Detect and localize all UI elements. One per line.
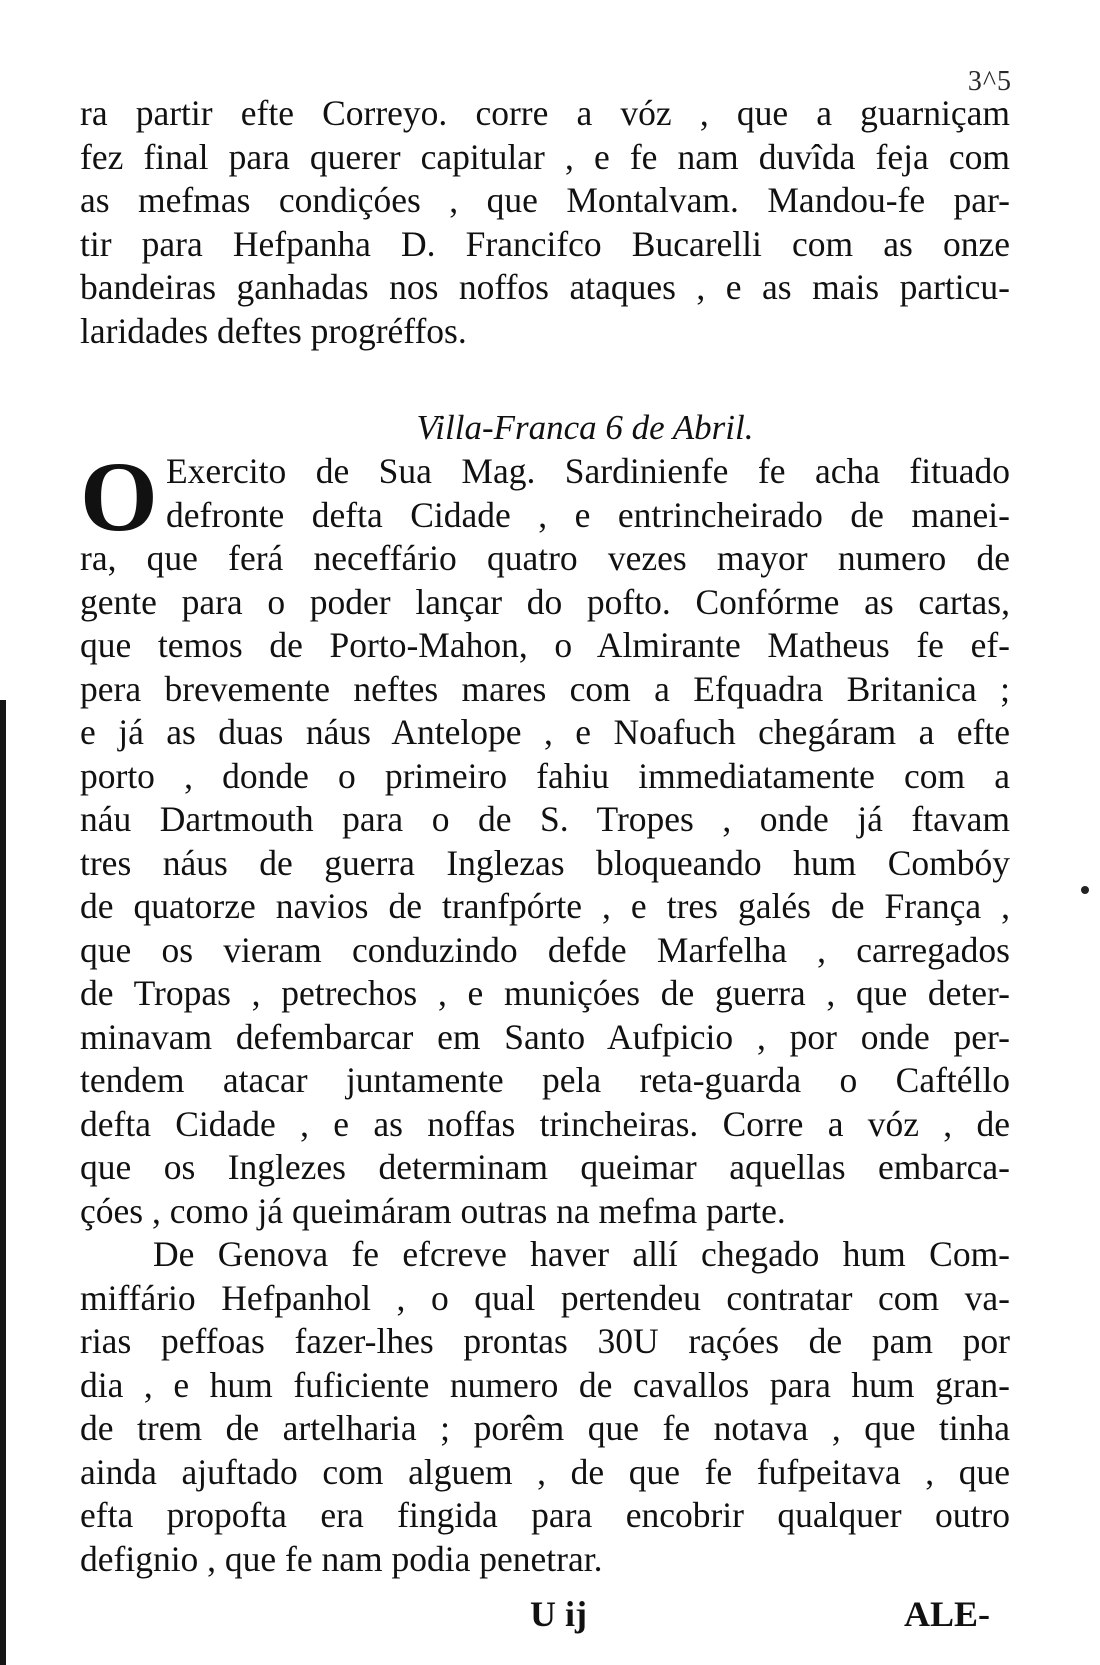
text-line: tir para Hefpanha D. Francifco Bucarelli com as onze bbox=[80, 223, 1010, 264]
text-line: de quatorze navios de tranfpórte , e tres galés de França , bbox=[80, 886, 1010, 926]
text-line: dia , e hum fuficiente numero de cavallos para hum gran- bbox=[80, 1364, 1010, 1405]
text-line: porto , donde o primeiro fahiu immediatamente com a bbox=[80, 755, 1010, 796]
text-line: náu Dartmouth para o de S. Tropes , onde já ftavam bbox=[80, 799, 1010, 839]
text-line: defignio , que fe nam podia penetrar. bbox=[80, 1538, 603, 1579]
text-line: tres náus de guerra Inglezas bloqueando hum Combóy bbox=[80, 842, 1010, 883]
text-line: gente para o poder lançar do pofto. Confórme as cartas, bbox=[80, 581, 1010, 622]
signature-mark: U ij bbox=[530, 1594, 587, 1634]
text-line: Exercito de Sua Mag. Sardinienfe fe acha fituado bbox=[166, 451, 1010, 491]
text-line: as mefmas condiçóes , que Montalvam. Mandou-fe par- bbox=[80, 180, 1010, 220]
text-line: bandeiras ganhadas nos noffos ataques , e as mais particu- bbox=[80, 267, 1010, 307]
text-line: minavam defembarcar em Santo Aufpicio , por onde per- bbox=[80, 1016, 1010, 1057]
drop-cap: O bbox=[80, 441, 158, 552]
text-line: rias peffoas fazer-lhes prontas 30U raçóes de pam por bbox=[80, 1321, 1010, 1361]
section-gap bbox=[80, 353, 1010, 406]
text-line: miffário Hefpanhol , o qual pertendeu contratar com va- bbox=[80, 1277, 1010, 1318]
text-line: que os vieram conduzindo defde Marfelha , carregados bbox=[80, 929, 1010, 970]
text-line: çóes , como já queimáram outras na mefma parte. bbox=[80, 1190, 786, 1231]
text-line: De Genova fe efcreve haver allí chegado hum Com- bbox=[153, 1234, 1010, 1274]
ink-speck bbox=[1081, 886, 1089, 894]
text-line: tendem atacar juntamente pela reta-guarda o Caftéllo bbox=[80, 1060, 1010, 1100]
text-line: pera brevemente neftes mares com a Efquadra Britanica ; bbox=[80, 668, 1010, 709]
article-text bbox=[80, 92, 1010, 1581]
catchword: ALE- bbox=[903, 1594, 990, 1634]
page-number: 3^5 bbox=[967, 66, 1012, 97]
page-footer bbox=[0, 1593, 1100, 1643]
text-line: e já as duas náus Antelope , e Noafuch chegáram a efte bbox=[80, 712, 1010, 752]
text-line: defta Cidade , e as noffas trincheiras. Corre a vóz , de bbox=[80, 1103, 1010, 1144]
dropcap-lines bbox=[166, 450, 1010, 537]
text-line: ra, que ferá neceffário quatro vezes mayor numero de bbox=[80, 538, 1010, 578]
text-line: defronte defta Cidade , e entrincheirado de manei- bbox=[166, 494, 1010, 535]
text-line: ainda ajuftado com alguem , de que fe fufpeitava , que bbox=[80, 1451, 1010, 1492]
text-line: que os Inglezes determinam queimar aquellas embarca- bbox=[80, 1147, 1010, 1187]
text-line: de Tropas , petrechos , e muniçóes de guerra , que deter- bbox=[80, 973, 1010, 1013]
text-line: fez final para querer capitular , e fe nam duvîda feja com bbox=[80, 136, 1010, 177]
text-line: laridades deftes progréffos. bbox=[80, 310, 467, 351]
text-line: ra partir efte Correyo. corre a vóz , que a guarniçam bbox=[80, 93, 1010, 133]
text-line: que temos de Porto-Mahon, o Almirante Matheus fe ef- bbox=[80, 625, 1010, 665]
text-line: efta propofta era fingida para encobrir qualquer outro bbox=[80, 1495, 1010, 1535]
text-line: de trem de artelharia ; porêm que fe notava , que tinha bbox=[80, 1408, 1010, 1448]
paragraph-with-dropcap bbox=[80, 441, 1010, 552]
dateline: Villa-Franca 6 de Abril. bbox=[416, 408, 754, 447]
scan-margin-shadow bbox=[0, 700, 6, 1665]
